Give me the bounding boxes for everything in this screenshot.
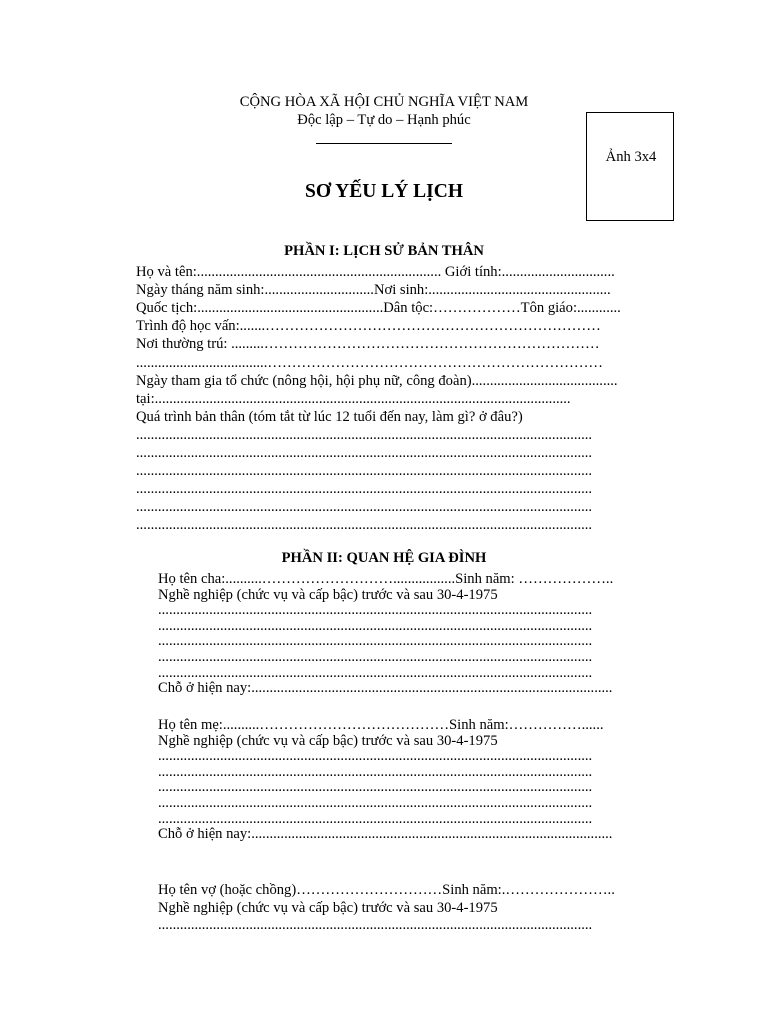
header-divider	[316, 143, 452, 144]
form-line: .......................................................................................................................	[158, 763, 593, 780]
form-line: tại:..................................................................................................................	[136, 390, 571, 407]
national-title: CỘNG HÒA XÃ HỘI CHỦ NGHĨA VIỆT NAM	[239, 94, 529, 110]
form-line: Nghề nghiệp (chức vụ và cấp bậc) trước và sau 30-4-1975	[158, 586, 498, 603]
form-line: Ngày tháng năm sinh:..............................Nơi sinh:..................................................	[136, 282, 611, 299]
form-line: Họ tên cha:..........……………………….................Sinh năm: ………………..	[158, 571, 614, 587]
form-line: .............................................................................................................................	[136, 517, 593, 534]
form-line: .......................................................................................................................	[158, 633, 593, 650]
form-line: Chỗ ở hiện nay:...................................................................................................	[158, 680, 613, 697]
form-line: Nơi thường trú: .........……………………………………………………………	[136, 336, 600, 353]
form-line: .......................................................................................................................	[158, 617, 593, 634]
form-line: .............................................................................................................................	[136, 463, 593, 480]
form-line: .............................................................................................................................	[136, 481, 593, 498]
form-line: Chỗ ở hiện nay:...................................................................................................	[158, 826, 613, 843]
form-line: .......................................................................................................................	[158, 664, 593, 681]
document-title: SƠ YẾU LÝ LỊCH	[304, 181, 464, 202]
form-line: .......................................................................................................................	[158, 602, 593, 619]
form-line: Họ và tên:................................................................... Giới tính:...............................	[136, 264, 615, 280]
form-line: Nghề nghiệp (chức vụ và cấp bậc) trước và sau 30-4-1975	[158, 899, 498, 916]
part2-heading: PHẦN II: QUAN HỆ GIA ĐÌNH	[281, 550, 487, 566]
form-line: ....................................……………………………………………………………	[136, 354, 603, 371]
form-line: Nghề nghiệp (chức vụ và cấp bậc) trước và sau 30-4-1975	[158, 732, 498, 749]
form-line: .......................................................................................................................	[158, 810, 593, 827]
form-line: Họ tên vợ (hoặc chồng)…………………………Sinh năm:.…………………..	[158, 882, 615, 898]
form-line: .......................................................................................................................	[158, 917, 593, 933]
form-line: .......................................................................................................................	[158, 795, 593, 811]
form-line: Quá trình bản thân (tóm tắt từ lúc 12 tuổi đến nay, làm gì? ở đâu?)	[136, 408, 523, 425]
form-line: .......................................................................................................................	[158, 649, 593, 665]
form-line: .......................................................................................................................	[158, 779, 593, 796]
photo-box	[586, 112, 674, 221]
form-line: .............................................................................................................................	[136, 426, 593, 443]
national-motto: Độc lập – Tự do – Hạnh phúc	[297, 112, 471, 128]
form-line: .............................................................................................................................	[136, 445, 593, 461]
form-line: .......................................................................................................................	[158, 748, 593, 765]
photo-label: Ảnh 3x4	[605, 149, 657, 165]
form-line: Trình độ học vấn:.......……………………………………………………………	[136, 318, 601, 335]
form-line: Họ tên mẹ:..........…………………………………Sinh năm:……………......	[158, 717, 604, 733]
form-line: Quốc tịch:...................................................Dân tộc:………………Tôn giáo:............	[136, 300, 621, 317]
form-line: Ngày tham gia tổ chức (nông hội, hội phụ nữ, công đoàn)........................................	[136, 372, 618, 389]
part1-heading: PHẦN I: LỊCH SỬ BẢN THÂN	[284, 243, 484, 259]
form-line: .............................................................................................................................	[136, 499, 593, 516]
